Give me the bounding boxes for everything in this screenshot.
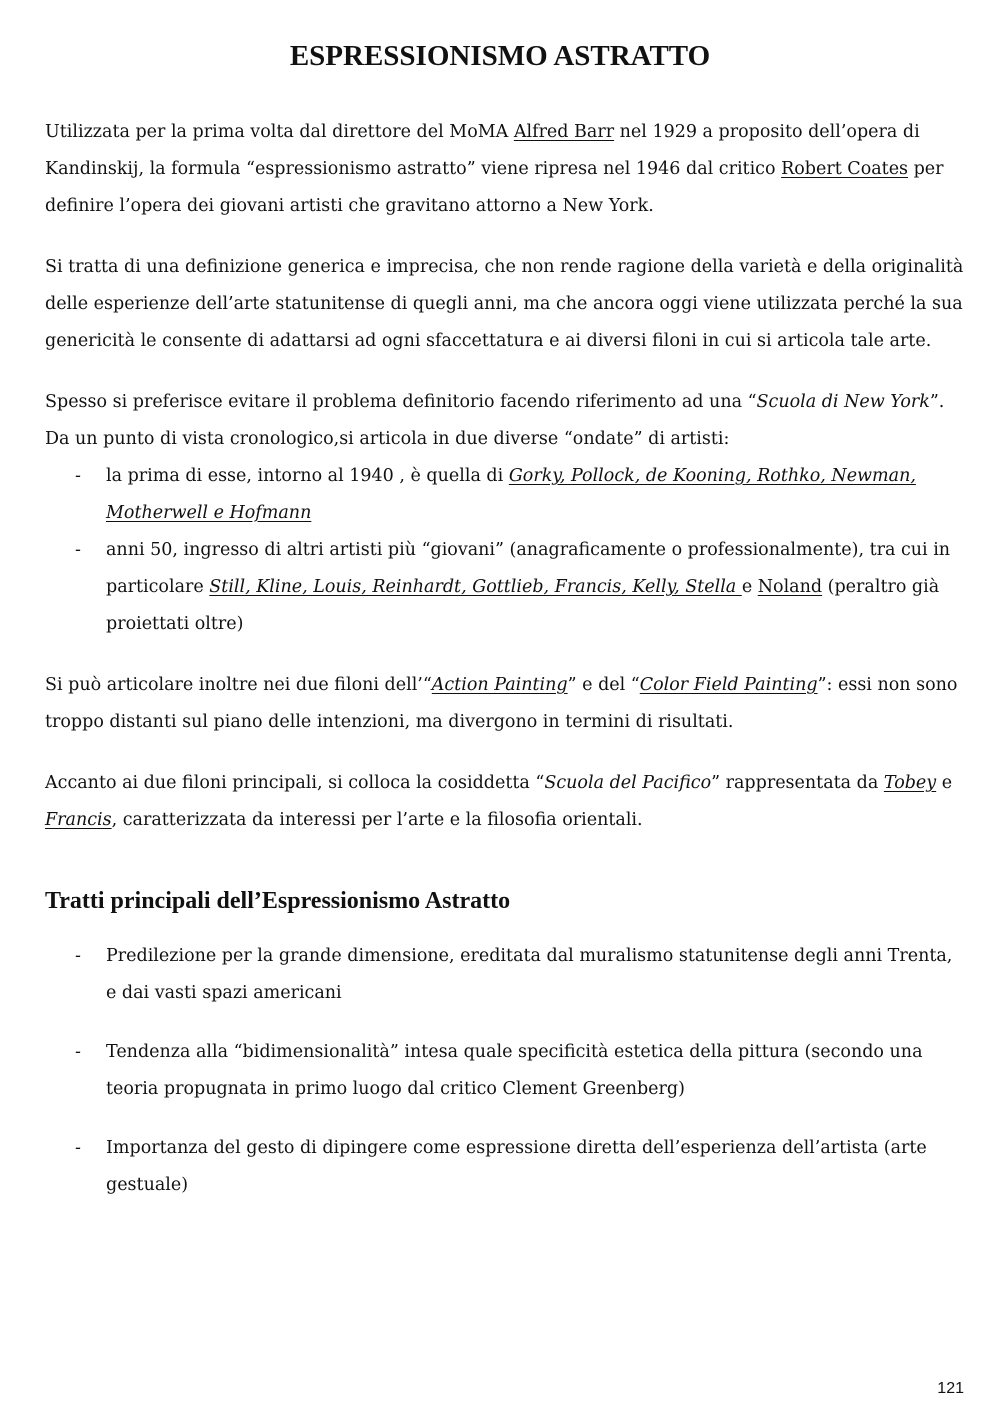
link-color-field-painting[interactable]: Color Field Painting [639,675,818,695]
bullet-dash: - [75,1138,81,1158]
italic-scuola-new-york: Scuola di New York [756,392,930,412]
text-run: ”. [929,392,945,412]
section-title: Tratti principali dell’Espressionismo Astratto [45,888,511,914]
italic-scuola-pacifico: Scuola del Pacifico [544,773,712,793]
trait-text: Importanza del gesto di dipingere come espressione diretta dell’esperienza dell’artista (arte gestuale) [106,1138,927,1195]
list-item-trait [45,938,965,1012]
bullet-dash: - [75,1042,81,1062]
page-title: ESPRESSIONISMO ASTRATTO [289,40,711,72]
link-tobey[interactable]: Tobey [883,773,937,793]
paragraph-definition: Si tratta di una definizione generica e imprecisa, che non rende ragione della varietà e della originalità delle esperienze dell’arte statunitense di quegli anni, ma che ancora oggi viene utilizzata perché la sua genericità le consente di adattarsi ad ogni sfaccettatura e ai diversi filoni in cui si articola tale arte. [45,257,964,351]
text-run: e [936,773,953,793]
bullet-dash: - [75,540,81,560]
paragraph-filoni [45,667,965,741]
list-item-trait [45,1034,965,1108]
text-run: ” rappresentata da [711,773,884,793]
trait-text: Predilezione per la grande dimensione, ereditata dal muralismo statunitense degli anni Trenta, e dai vasti spazi americani [106,946,953,1003]
text-run: ”: essi non sono troppo distanti sul piano delle intenzioni, ma divergono in termini di risultati. [45,675,958,732]
text-run: Si può articolare inoltre nei due filoni dell’“ [45,675,432,695]
text-run: Spesso si preferisce evitare il problema definitorio facendo riferimento ad una “ [45,392,757,412]
text-run: Utilizzata per la prima volta dal direttore del MoMA [45,122,514,142]
text-run: nel 1929 a proposito dell’opera di Kandinskij, la formula “espressionismo astratto” viene ripresa nel 1946 dal critico [45,122,920,179]
document-body [45,114,965,1228]
paragraph-scuola-new-york [45,384,965,458]
list-item-trait [45,1130,965,1204]
link-alfred-barr[interactable]: Alfred Barr [513,122,615,142]
text-run: ” e del “ [567,675,640,695]
traits-list [45,938,965,1204]
text-run: Da un punto di vista cronologico,si articola in due diverse “ondate” di artisti: [45,429,730,449]
link-first-wave-artists[interactable]: Gorky, Pollock, de Kooning, Rothko, Newman, Motherwell e Hofmann [106,466,916,523]
text-run: , caratterizzata da interessi per l’arte e la filosofia orientali. [111,810,643,830]
trait-text: Tendenza alla “bidimensionalità” intesa quale specificità estetica della pittura (secondo una teoria propugnata in primo luogo dal critico Clement Greenberg) [106,1042,923,1099]
waves-list [45,458,965,643]
link-action-painting[interactable]: Action Painting [431,675,568,695]
link-second-wave-artists[interactable]: Still, Kline, Louis, Reinhardt, Gottlieb, Francis, Kelly, Stella [209,577,742,597]
text-run: Accanto ai due filoni principali, si colloca la cosiddetta “ [45,773,545,793]
link-francis[interactable]: Francis [45,810,112,830]
page-number: 121 [937,1380,964,1397]
text-run: (peraltro già proiettati oltre) [106,577,940,634]
paragraph-scuola-pacifico [45,765,965,839]
link-noland[interactable]: Noland [757,577,823,597]
bullet-dash: - [75,946,81,966]
link-robert-coates[interactable]: Robert Coates [781,159,909,179]
text-run: e [741,577,758,597]
list-item-second-wave [45,532,965,643]
text-run: anni 50, ingresso di altri artisti più “giovani” (anagraficamente o professionalmente), tra cui in particolare [106,540,951,597]
paragraph-intro [45,114,965,225]
list-item-first-wave [45,458,965,532]
text-run: la prima di esse, intorno al 1940 , è quella di [106,466,509,486]
text-run: per definire l’opera dei giovani artisti che gravitano attorno a New York. [45,159,944,216]
bullet-dash: - [75,466,81,486]
